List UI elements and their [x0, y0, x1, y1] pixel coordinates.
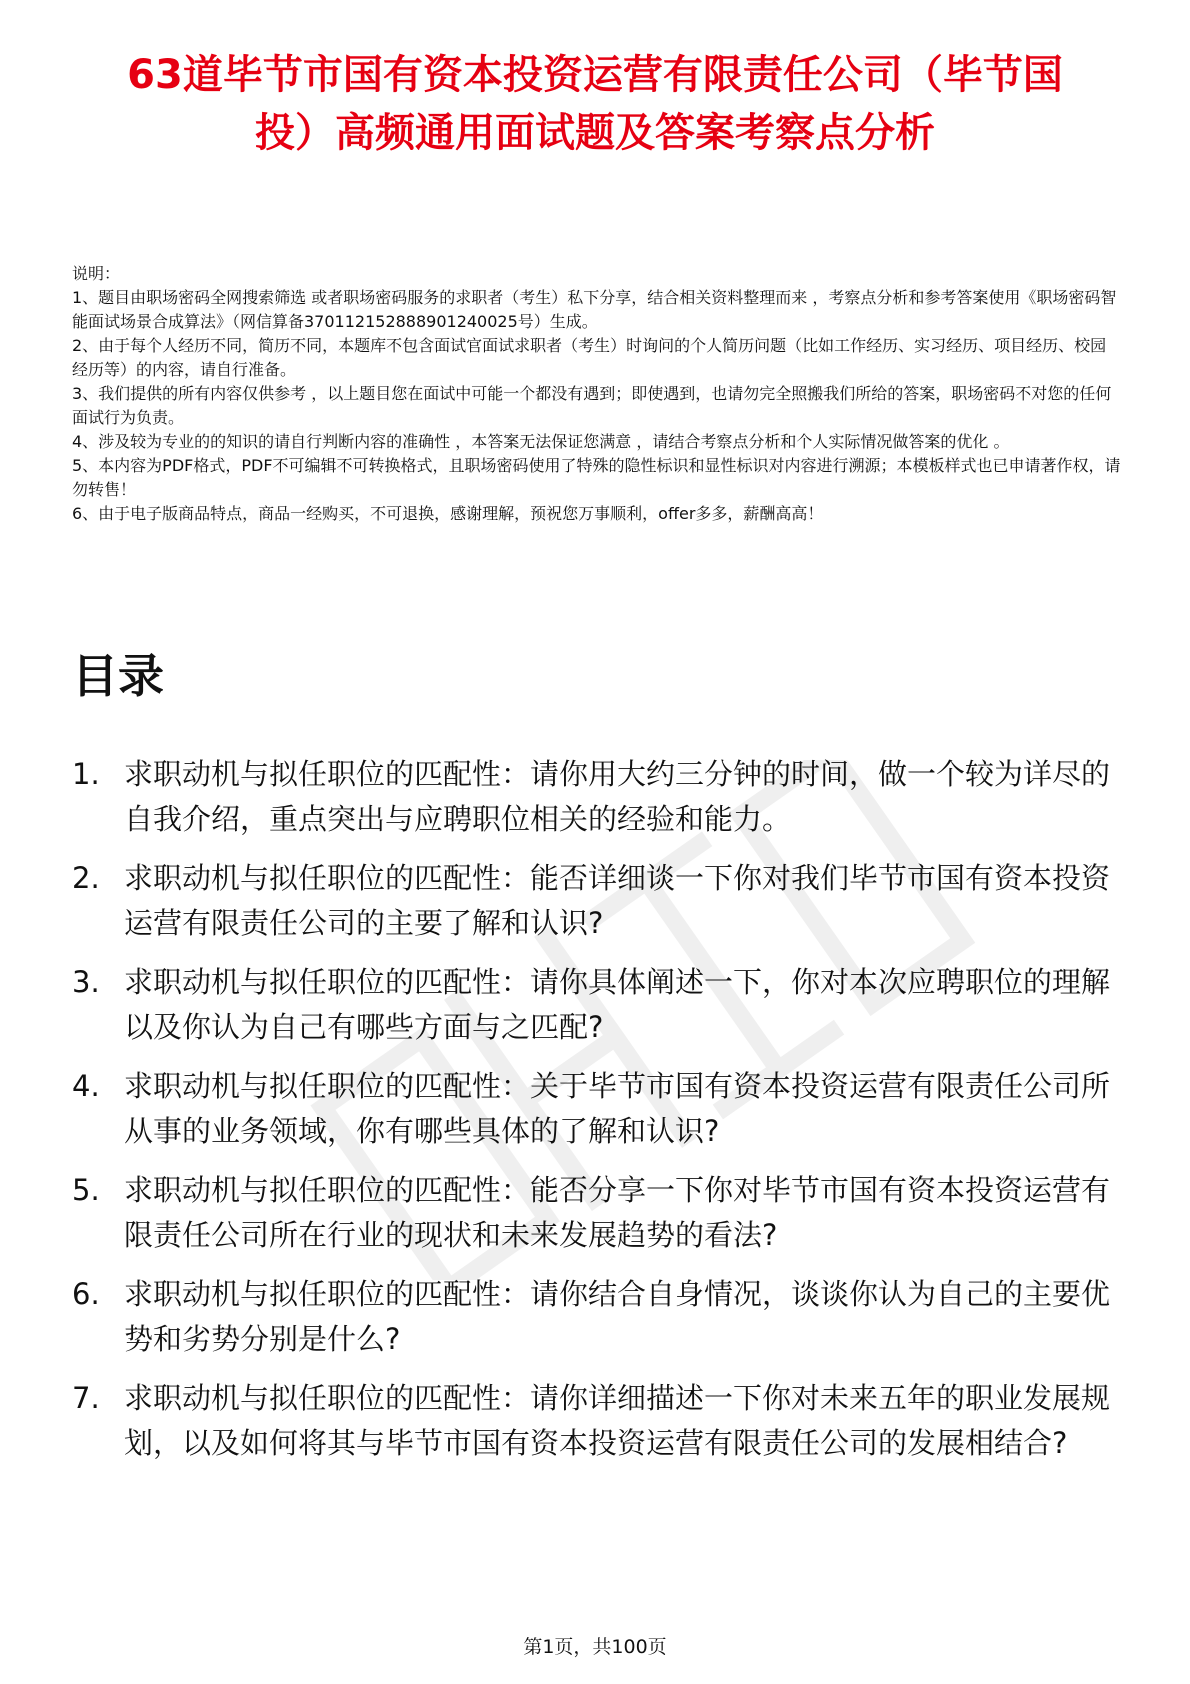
toc-item-number: 3.: [72, 965, 100, 999]
note-item: 4、涉及较为专业的的知识的请自行判断内容的准确性 ，本答案无法保证您满意 ，请结合考察点分析和个人实际情况做答案的优化 。: [72, 432, 1010, 451]
document-title: 63道毕节市国有资本投资运营有限责任公司（毕节国投）高频通用面试题及答案考察点分析: [127, 52, 1063, 156]
toc-item-text: 求职动机与拟任职位的匹配性：请你详细描述一下你对未来五年的职业发展规划，以及如何将其与毕节市国有资本投资运营有限责任公司的发展相结合?: [124, 1381, 1111, 1460]
note-item: 2、由于每个人经历不同，简历不同，本题库不包含面试官面试求职者（考生）时询问的个人简历问题（比如工作经历、实习经历、项目经历、校园经历等）的内容，请自行准备。: [72, 336, 1107, 379]
toc-heading: 目录: [72, 649, 164, 703]
toc-item-number: 2.: [72, 861, 100, 895]
toc-item-number: 6.: [72, 1277, 100, 1311]
toc-item-text: 求职动机与拟任职位的匹配性：请你具体阐述一下，你对本次应聘职位的理解以及你认为自己有哪些方面与之匹配?: [124, 965, 1111, 1044]
page-footer: 第1页，共100页: [523, 1636, 667, 1658]
notes-heading: 说明：: [72, 264, 121, 283]
note-item: 1、题目由职场密码全网搜索筛选 或者职场密码服务的求职者（考生）私下分享，结合相关资料整理而来 ，考察点分析和参考答案使用《职场密码智能面试场景合成算法》（网信算备370112152888901240025号）生成。: [72, 288, 1117, 331]
toc-item-text: 求职动机与拟任职位的匹配性：关于毕节市国有资本投资运营有限责任公司所从事的业务领域，你有哪些具体的了解和认识?: [124, 1069, 1111, 1148]
note-item: 6、由于电子版商品特点，商品一经购买，不可退换，感谢理解，预祝您万事顺利，offer多多，薪酬高高！: [72, 504, 824, 523]
toc-item[interactable]: [72, 960, 1112, 1050]
toc-item-text: 求职动机与拟任职位的匹配性：能否详细谈一下你对我们毕节市国有资本投资运营有限责任公司的主要了解和认识?: [124, 861, 1111, 940]
note-item: 5、本内容为PDF格式，PDF不可编辑不可转换格式，且职场密码使用了特殊的隐性标识和显性标识对内容进行溯源；本模板样式也已申请著作权，请勿转售！: [72, 456, 1121, 499]
toc-item[interactable]: [72, 1064, 1112, 1154]
toc-item-text: 求职动机与拟任职位的匹配性：能否分享一下你对毕节市国有资本投资运营有限责任公司所在行业的现状和未来发展趋势的看法?: [124, 1173, 1111, 1252]
notes-section: [72, 262, 1122, 526]
toc-item[interactable]: [72, 752, 1112, 842]
toc-item-number: 4.: [72, 1069, 100, 1103]
toc-item[interactable]: [72, 856, 1112, 946]
toc-item-number: 1.: [72, 757, 100, 791]
toc-item[interactable]: [72, 1376, 1112, 1466]
toc-item-text: 求职动机与拟任职位的匹配性：请你用大约三分钟的时间，做一个较为详尽的自我介绍，重点突出与应聘职位相关的经验和能力。: [124, 757, 1111, 836]
toc-item-number: 5.: [72, 1173, 100, 1207]
note-item: 3、我们提供的所有内容仅供参考 ，以上题目您在面试中可能一个都没有遇到；即使遇到，也请勿完全照搬我们所给的答案，职场密码不对您的任何面试行为负责。: [72, 384, 1112, 427]
toc-item[interactable]: [72, 1272, 1112, 1362]
toc-item[interactable]: [72, 1168, 1112, 1258]
toc-item-text: 求职动机与拟任职位的匹配性：请你结合自身情况，谈谈你认为自己的主要优势和劣势分别是什么?: [124, 1277, 1111, 1356]
toc-list: [72, 752, 1112, 1480]
toc-item-number: 7.: [72, 1381, 100, 1415]
